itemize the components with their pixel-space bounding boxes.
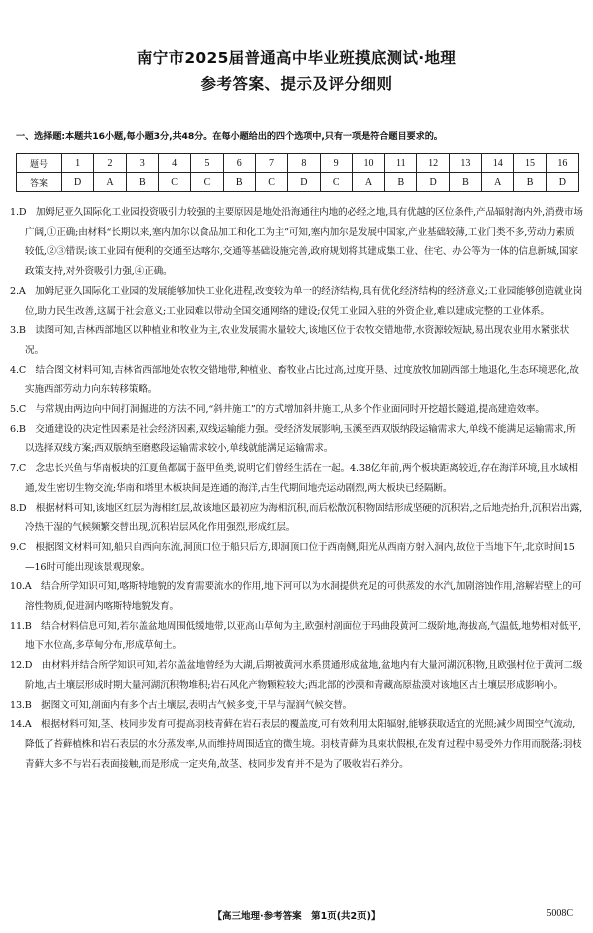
explanation-item: 3.B 读图可知,吉林西部地区以种植业和牧业为主,农业发展需水量较大,该地区位于农牧交错地带,水资源较短缺,易出现农业用水紧张状况。 — [10, 325, 570, 356]
answer-cell: D — [62, 173, 94, 192]
answer-cell: C — [255, 173, 287, 192]
answer-cell: B — [223, 173, 255, 192]
question-number: 1 — [62, 154, 94, 173]
explanation-item: 2.A 加姆尼亚久国际化工业园的发展能够加快工业化进程,改变较为单一的经济结构,具有优化经济结构的经济意义;工业园能够创造就业岗位,助力民生改善,这属于社会意义;工业园难以带动全国交通网络的建设;仅凭工业园入驻的外资企业,难以建成完整的工业体系。 — [10, 285, 583, 317]
answer-cell: B — [126, 173, 158, 192]
question-number: 3 — [126, 154, 158, 173]
question-number: 5 — [191, 154, 223, 173]
answer-cell: A — [352, 173, 384, 192]
answer-cell: D — [288, 173, 320, 192]
answer-table-answer-row — [17, 173, 579, 192]
answer-cell: B — [514, 173, 546, 192]
question-number: 11 — [385, 154, 417, 173]
question-number: 12 — [417, 154, 449, 173]
question-number: 9 — [320, 154, 352, 173]
explanation-item: 12.D 由材料并结合所学知识可知,若尔盖盆地曾经为大湖,后期被黄河水系贯通形成盆地,盆地内有大量河湖沉积物,且欧强村位于黄河二级阶地,古土壤层形成时期大量河湖沉积物堆积;岩石风化产物颗粒较大;西北部的沙漠和青藏高原盐漠对该地区古土壤层形成影响小。 — [10, 660, 583, 691]
explanation-list — [10, 203, 583, 774]
explanation-item: 1.D 加姆尼亚久国际化工业园投资吸引力较强的主要原因是地处沿海通往内地的必经之地,具有优越的区位条件,产品辐射海内外,消费市场广阔,①正确;由材料“长期以来,塞内加尔以食品加工和化工为主”可知,塞内加尔是发展中国家,产业基础较薄,工业门类不多,劳动力素质较低,②③错误;该工业园有便利的交通至达喀尔,交通等基础设施完善,政府规划将其建成集工业、住宅、办公等为一体的信息新城,国家政策支持,对外资吸引力强,④正确。 — [10, 207, 583, 278]
question-number: 10 — [352, 154, 384, 173]
question-number: 7 — [255, 154, 287, 173]
question-number: 6 — [223, 154, 255, 173]
explanation-item: 9.C 根据图文材料可知,船只自西向东流,洞顶口位于船只后方,即洞顶口位于西南侧,阳光从西南方射入洞内,故位于当地下午,北京时间15—16时可能出现该景观现象。 — [10, 541, 575, 573]
row-label-answer: 答案 — [17, 173, 62, 192]
question-number: 2 — [94, 154, 126, 173]
answer-cell: C — [320, 173, 352, 192]
question-number: 8 — [288, 154, 320, 173]
question-number: 14 — [482, 154, 514, 173]
question-number: 15 — [514, 154, 546, 173]
row-label-number: 题号 — [17, 154, 62, 173]
document-subtitle: 参考答案、提示及评分细则 — [200, 75, 393, 93]
explanation-item: 6.B 交通建设的决定性因素是社会经济因素,双线运输能力强。受经济发展影响,玉溪至西双版纳段运输需求大,单线不能满足运输需求,所以选择双线方案;西双版纳至磨憨段运输需求较小,单线就能满足运输需求。 — [10, 423, 576, 455]
explanation-item: 11.B 结合材料信息可知,若尔盖盆地周围低缓地带,以亚高山草甸为主,欧强村剖面位于玛曲段黄河二级阶地,海拔高,气温低,地势相对低平,地下水位高,多草甸分布,形成草甸土。 — [10, 620, 581, 652]
explanation-item: 14.A 根据材料可知,茎、枝同步发育可提高羽枝青藓在岩石表层的覆盖度,可有效利用太阳辐射,能够获取适宜的光照;减少周围空气流动,降低了苔藓植株和岩石表层的水分蒸发率,从而维持周围适宜的微生境。羽枝青藓为具束状假根,在发育过程中易受外力作用而脱落;羽枝青藓大多不与岩石表面接触,而是形成一定夹角,故茎、枝同步发育并不是为了吸收岩石养分。 — [10, 719, 582, 770]
explanation-item: 13.B 据图文可知,剖面内有多个古土壤层,表明古气候多变,干旱与湿润气候交替。 — [10, 699, 353, 711]
explanation-item: 5.C 与常规由两边向中间打洞掘进的方法不同,“斜井施工”的方式增加斜井施工,从多个作业面同时开挖超长隧道,提高建造效率。 — [10, 404, 545, 416]
answer-cell: D — [546, 173, 578, 192]
question-number: 13 — [449, 154, 481, 173]
answer-table — [16, 153, 579, 192]
question-number: 16 — [546, 154, 578, 173]
answer-cell: A — [482, 173, 514, 192]
document-title: 南宁市2025届普通高中毕业班摸底测试·地理 — [136, 49, 457, 67]
explanation-item: 7.C 念忠长兴鱼与华南板块的江夏鱼都属于盔甲鱼类,说明它们曾经生活在一起。4.38亿年前,两个板块距离较近,存在海洋环境,且水域相通,发生密切生物交流;华南和塔里木板块间是连通的海洋,古生代期间地壳运动剧烈,两大板块已经隔断。 — [10, 463, 578, 494]
answer-cell: C — [191, 173, 223, 192]
document-code: 5008C — [546, 908, 573, 919]
page-footer: 【高三地理·参考答案 第1页(共2页)】 — [212, 911, 381, 922]
answer-cell: C — [158, 173, 190, 192]
explanation-item: 4.C 结合图文材料可知,吉林省西部地处农牧交错地带,种植业、畜牧业占比过高,过度开垦、过度放牧加剧西部土地退化,生态环境恶化,故实施西部劳动力向东转移策略。 — [10, 364, 579, 396]
explanation-item: 8.D 根据材料可知,该地区红层为海相红层,故该地区最初应为海相沉积,而后松散沉积物固结形成坚硬的沉积岩,之后地壳抬升,沉积岩出露,冷热干湿的气候频繁交替出现,沉积岩层风化作用强烈,形成红层。 — [10, 502, 583, 534]
answer-cell: A — [94, 173, 126, 192]
answer-cell: B — [449, 173, 481, 192]
answer-cell: D — [417, 173, 449, 192]
answer-table-number-row — [17, 154, 579, 173]
question-number: 4 — [158, 154, 190, 173]
answer-cell: B — [385, 173, 417, 192]
explanation-item: 10.A 结合所学知识可知,喀斯特地貌的发育需要流水的作用,地下河可以为水洞提供充足的可供蒸发的水汽,加剧溶蚀作用,溶解岩壁上的可溶性物质,促进洞内喀斯特地貌发育。 — [10, 581, 582, 613]
section-heading: 一、选择题:本题共16小题,每小题3分,共48分。在每小题给出的四个选项中,只有一项是符合题目要求的。 — [16, 131, 443, 142]
